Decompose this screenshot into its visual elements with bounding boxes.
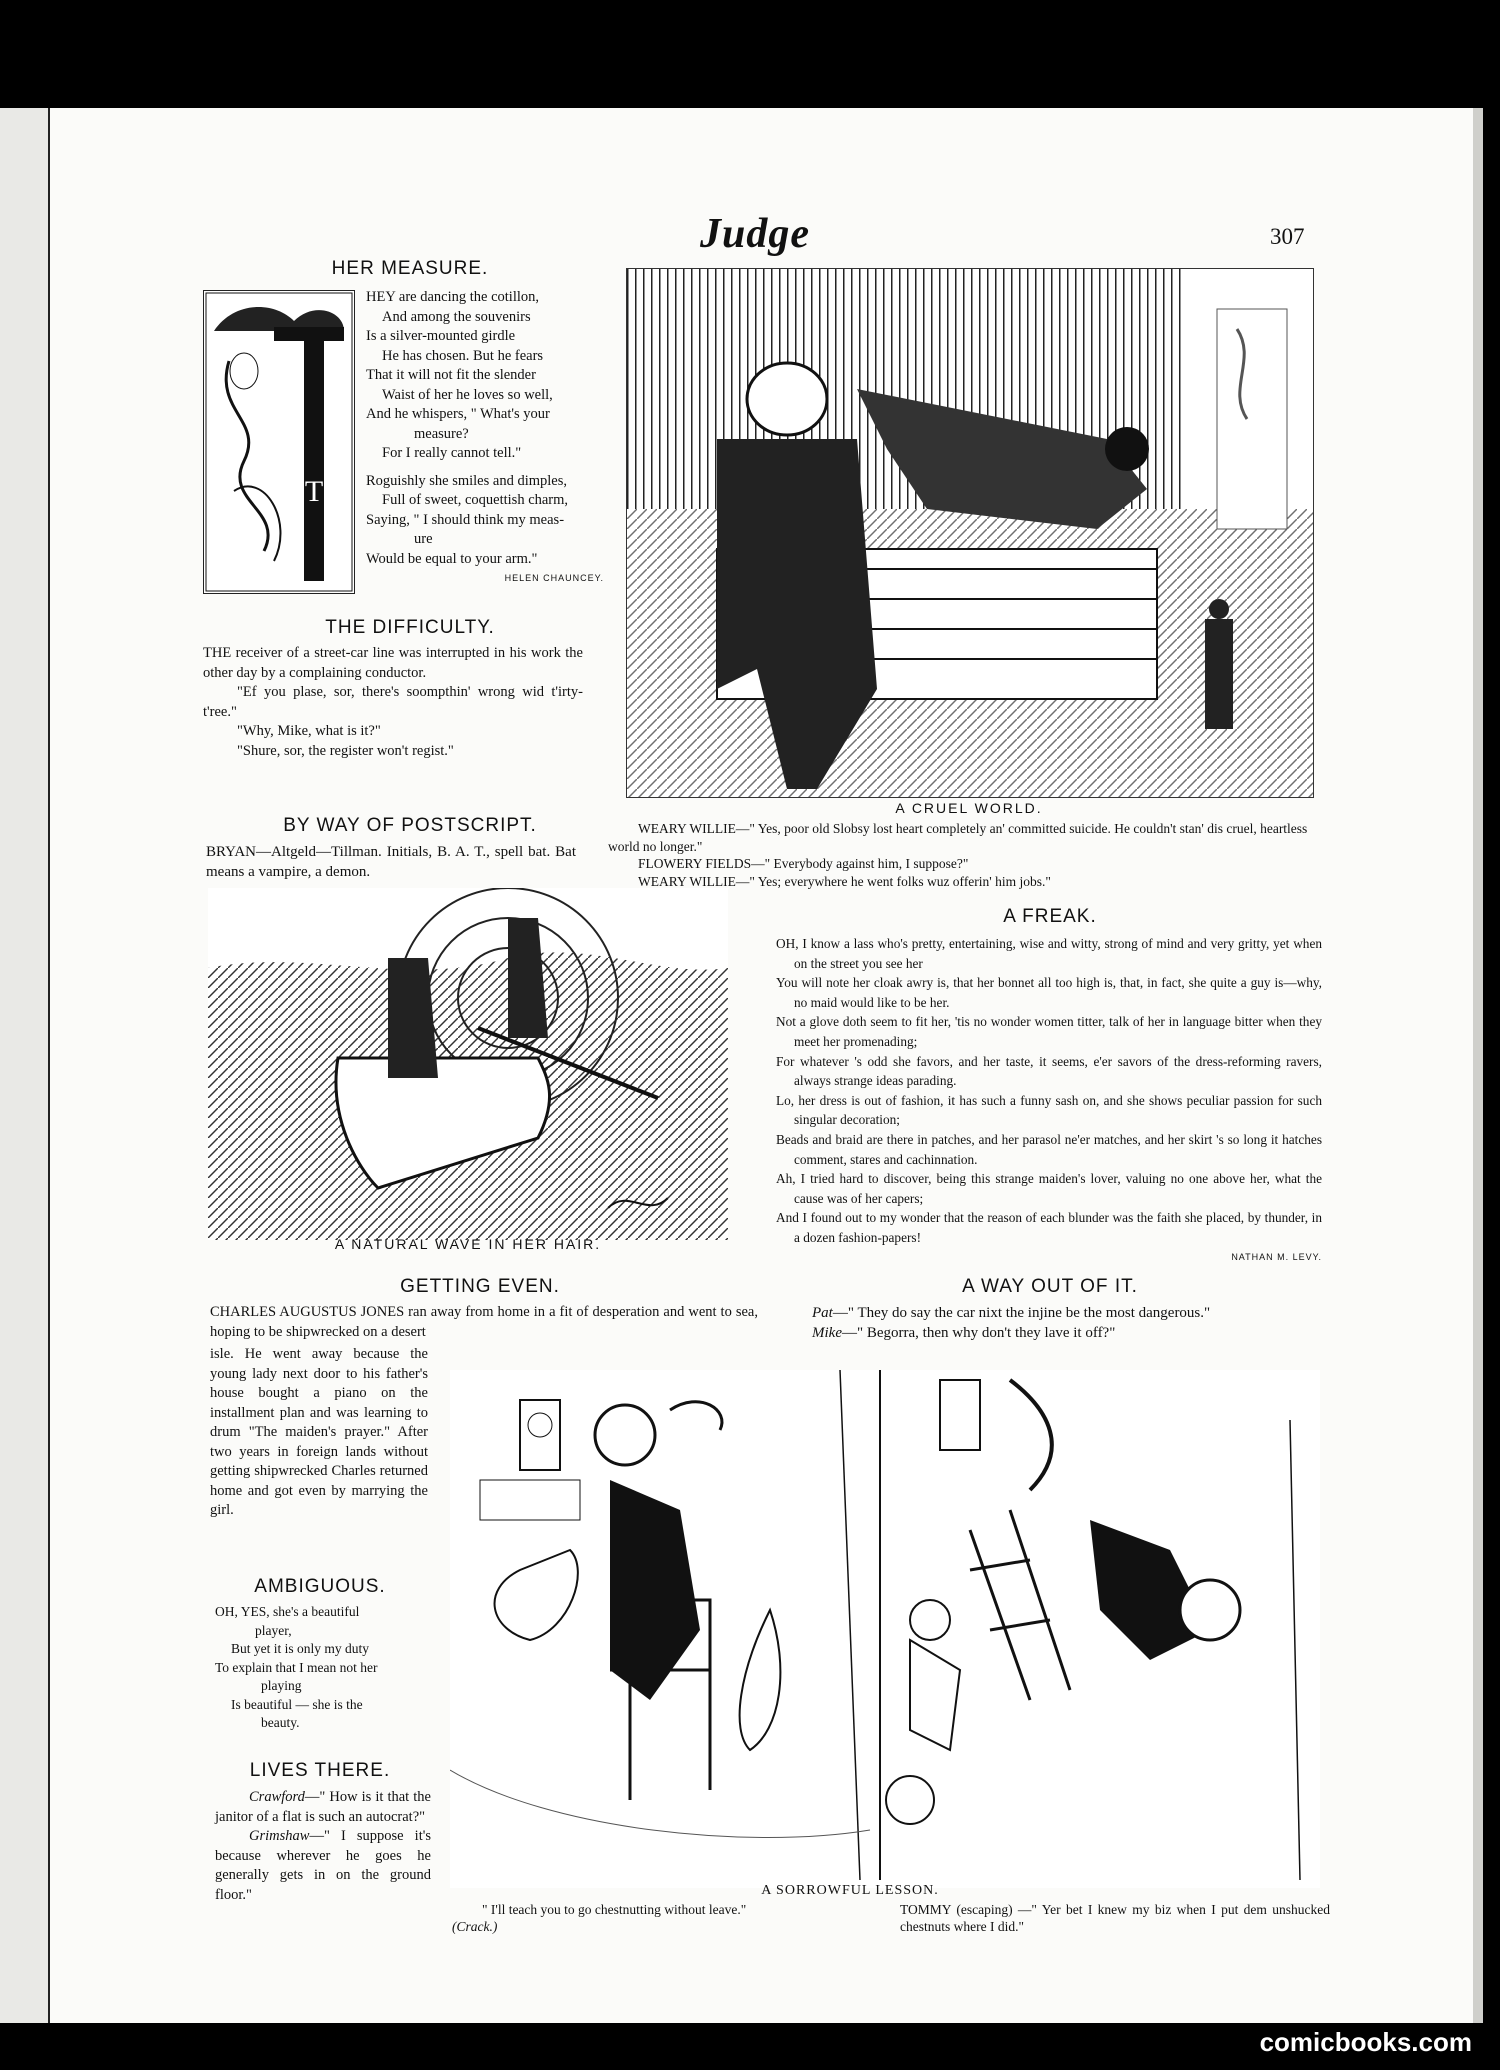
lives-there-title: LIVES THERE.	[249, 1760, 391, 1781]
verse-line: And I found out to my wonder that the reason of each blunder was the faith she placed, by thunder, in a dozen fashion-papers!	[776, 1210, 1322, 1245]
verse-line: For I really cannot tell."	[382, 445, 522, 461]
dialogue-line: FLOWERY FIELDS—" Everybody against him, I suppose?"	[638, 856, 969, 871]
dialogue-line: " I'll teach you to go chestnutting without leave."	[482, 1902, 747, 1917]
natural-wave-caption: A NATURAL WAVE IN HER HAIR.	[334, 1236, 602, 1252]
author-signature: NATHAN M. LEVY.	[1231, 1251, 1322, 1262]
cruel-world-caption: A CRUEL WORLD.	[895, 800, 1043, 816]
cruel-world-illustration	[626, 268, 1314, 798]
getting-even-lead: CHARLES AUGUSTUS JONES ran away from home in a fit of desperation and went to sea, hoping to be shipwrecked on a desert	[210, 1304, 758, 1340]
paragraph: "Shure, sor, the register won't regist."	[237, 742, 454, 759]
sorrowful-lesson-left	[452, 1901, 882, 1935]
verse-line: But yet it is only my duty	[231, 1641, 370, 1656]
verse-line: To explain that I mean not her	[215, 1659, 378, 1675]
verse-line: He has chosen. But he fears	[382, 347, 544, 364]
verse-line: For whatever 's odd she favors, and her taste, it seems, e'er savors of the dress-reforming ravers, always strange ideas parading.	[776, 1053, 1322, 1089]
dialogue-line: —" Begorra, then why don't they lave it off?"	[841, 1324, 1116, 1341]
speaker-name: Pat	[812, 1305, 833, 1321]
cruel-world-dialogue	[608, 820, 1324, 890]
paragraph: THE receiver of a street-car line was interrupted in his work the other day by a complaining conductor.	[203, 645, 583, 681]
postscript-text: BRYAN—Altgeld—Tillman. Initials, B. A. T., spell bat. Bat means a vampire, a demon.	[206, 844, 576, 880]
site-watermark: comicbooks.com	[1259, 2027, 1472, 2057]
verse-line: That it will not fit the slender	[366, 367, 536, 383]
sorrowful-lesson-caption: A SORROWFUL LESSON.	[761, 1883, 939, 1898]
verse-line: OH, I know a lass who's pretty, entertaining, wise and witty, strong of mind and very gritty, yet when on the street you see her	[776, 936, 1322, 971]
freak-verse	[776, 934, 1322, 1267]
verse-line: Lo, her dress is out of fashion, it has such a funny sash on, and she shows peculiar passion for such singular decoration;	[776, 1092, 1322, 1128]
verse-line: ure	[414, 531, 433, 547]
verse-line: Ah, I tried hard to discover, being this strange maiden's lover, valuing no one above her, what the cause was of her capers;	[776, 1171, 1322, 1206]
lives-there-text	[215, 1788, 431, 1905]
ambiguous-verse	[215, 1603, 430, 1733]
verse-line: You will note her cloak awry is, that her bonnet all too high is, that, in fact, she quite a guy is—why, no maid would like to be her.	[776, 975, 1322, 1010]
author-signature: HELEN CHAUNCEY.	[504, 573, 604, 583]
verse-line: Full of sweet, coquettish charm,	[382, 492, 569, 508]
masthead: Judge	[700, 211, 810, 257]
page-number: 307	[1270, 224, 1305, 249]
verse-line: And among the souvenirs	[382, 308, 531, 325]
difficulty-title: THE DIFFICULTY.	[325, 617, 495, 638]
verse-line: Waist of her he loves so well,	[382, 386, 553, 403]
freak-title: A FREAK.	[1003, 906, 1097, 927]
speaker-name: Crawford	[249, 1789, 305, 1805]
ambiguous-title: AMBIGUOUS.	[254, 1576, 386, 1597]
getting-even-continuation: isle. He went away because the young lady next door to his father's house bought a piano on the installment plan and was learning to drum "The maiden's prayer." After two years in foreign lands without getting shipwrecked Charles returned home and got even by marrying the girl.	[210, 1346, 428, 1518]
dialogue-line: —" I suppose it's because wherever he goes he generally gets in on the ground floor."	[215, 1828, 431, 1903]
drop-cap-letter: T	[304, 475, 324, 508]
paragraph: "Why, Mike, what is it?"	[237, 723, 381, 739]
her-measure-verse	[366, 288, 616, 589]
verse-line: playing	[261, 1678, 302, 1693]
dialogue-line: WEARY WILLIE—" Yes; everywhere he went folks wuz offerin' him jobs."	[638, 873, 1051, 889]
way-out-title: A WAY OUT OF IT.	[962, 1276, 1138, 1297]
facing-page-edge	[0, 108, 51, 2023]
difficulty-text	[203, 644, 583, 761]
verse-line: Would be equal to your arm."	[366, 550, 538, 567]
verse-line: Roguishly she smiles and dimples,	[366, 472, 567, 489]
verse-line: Not a glove doth seem to fit her, 'tis no wonder women titter, talk of her in language bitter when they meet her promenading;	[776, 1014, 1322, 1049]
verse-line: HEY are dancing the cotillon,	[366, 289, 540, 305]
sorrowful-lesson-illustration	[450, 1370, 1320, 1888]
verse-line: Is beautiful — she is the	[231, 1696, 363, 1712]
paragraph: "Ef you plase, sor, there's soompthin' wrong wid t'irty-t'ree."	[203, 684, 583, 720]
postscript-title: BY WAY OF POSTSCRIPT.	[283, 815, 537, 836]
verse-line: Beads and braid are there in patches, and her parasol ne'er matches, and her skirt 's so long it hatches comment, stares and cachinnation.	[776, 1131, 1322, 1167]
sorrowful-lesson-right: TOMMY (escaping) —" Yer bet I knew my biz when I put dem unshucked chestnuts where I did."	[900, 1902, 1330, 1934]
speaker-name: Mike	[812, 1324, 842, 1341]
decorative-initial-illustration	[203, 290, 355, 594]
verse-line: Is a silver-mounted girdle	[366, 328, 516, 344]
page-edge	[1473, 108, 1483, 2023]
getting-even-title: GETTING EVEN.	[400, 1276, 560, 1297]
verse-line: OH, YES, she's a beautiful	[215, 1604, 360, 1619]
verse-line: measure?	[414, 425, 469, 442]
dialogue-line: —" They do say the car nixt the injine be the most dangerous."	[832, 1305, 1211, 1321]
verse-line: player,	[255, 1622, 292, 1638]
dialogue-line: WEARY WILLIE—" Yes, poor old Slobsy lost heart completely an' committed suicide. He couldn't stan' dis cruel, heartless world no longer."	[608, 821, 1308, 854]
verse-line: And he whispers, " What's your	[366, 406, 550, 422]
natural-wave-illustration	[208, 888, 728, 1240]
sound-effect: (Crack.)	[452, 1919, 498, 1934]
her-measure-title: HER MEASURE.	[331, 258, 489, 279]
verse-line: beauty.	[261, 1715, 300, 1730]
way-out-dialogue	[812, 1304, 1322, 1343]
speaker-name: Grimshaw	[249, 1828, 310, 1844]
dialogue-line: —" How is it that the janitor of a flat is such an autocrat?"	[215, 1789, 431, 1825]
verse-line: Saying, " I should think my meas-	[366, 511, 565, 528]
